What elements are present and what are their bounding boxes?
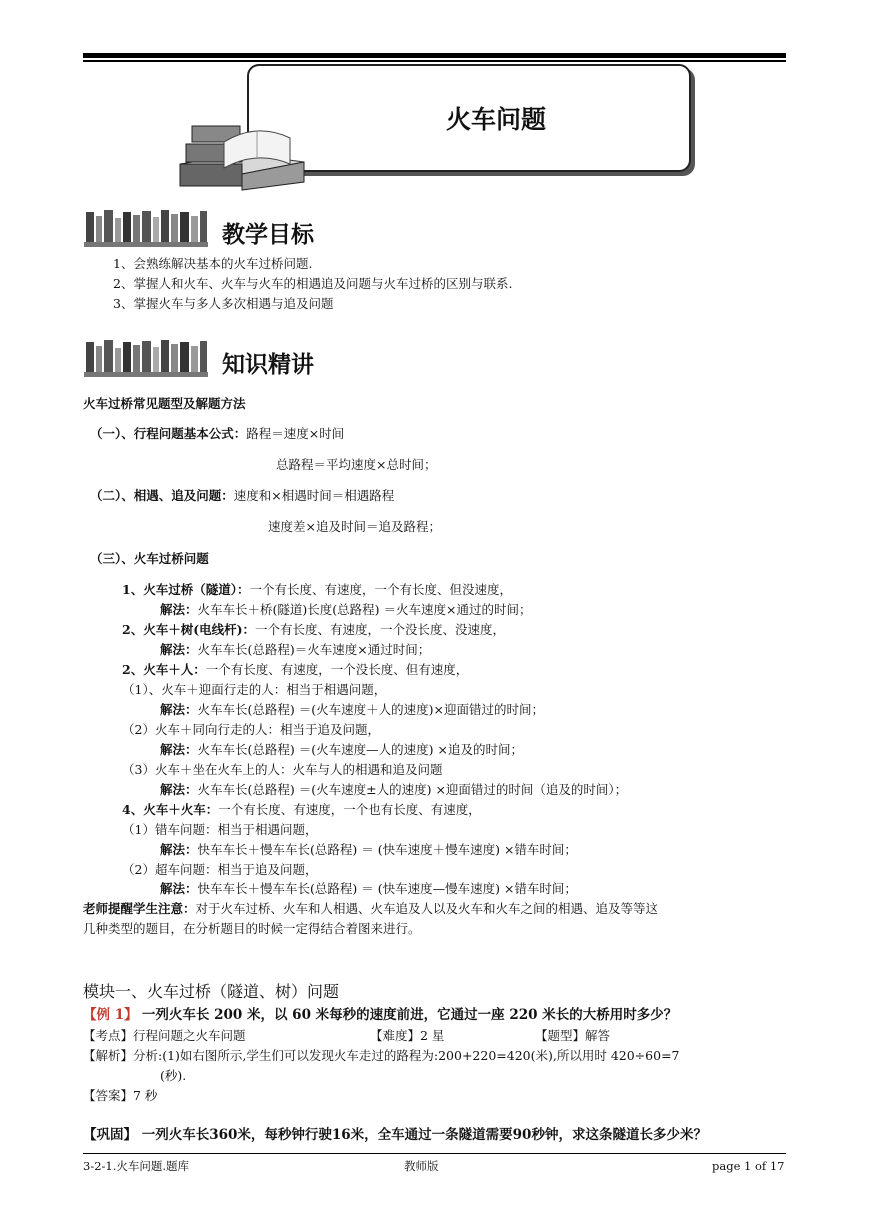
method-label: 解法： — [160, 642, 198, 657]
note-text: 对于火车过桥、火车和人相遇、火车追及人以及火车和火车之间的相遇、追及等等这 — [195, 901, 659, 916]
method-text: 一个有长度、有速度，一个没长度、但有速度， — [205, 662, 469, 677]
method-label: 解法： — [160, 782, 198, 797]
method-text: （2）火车＋同向行走的人：相当于追及问题， — [122, 722, 380, 737]
knowledge-heading: 火车过桥常见题型及解题方法 — [83, 396, 246, 411]
method-text: （1）错车问题：相当于相遇问题， — [122, 822, 318, 837]
goal-item: 1、会熟练解决基本的火车过桥问题. — [113, 256, 313, 271]
method-line — [122, 622, 505, 638]
footer-page-number: page 1 of 17 — [712, 1159, 785, 1173]
method-line — [160, 881, 577, 897]
method-text: 火车车长(总路程) ＝(火车速度—人的速度) ×追及的时间； — [197, 742, 523, 757]
method-text: 一个有长度、有速度，一个也有长度、有速度， — [218, 802, 481, 817]
page-title: 火车问题 — [446, 105, 547, 134]
example-line — [83, 1007, 677, 1023]
formula-text: 速度和×相遇时间＝相遇路程 — [233, 488, 395, 503]
bookshelf-icon — [84, 338, 210, 378]
method-line — [160, 842, 577, 858]
method-text: 火车车长(总路程) ＝(火车速度＋人的速度)×迎面错过的时间； — [197, 702, 544, 717]
formula-text: 速度差×追及时间＝追及路程； — [268, 519, 441, 534]
method-text: 一个有长度、有速度，一个没长度、没速度， — [255, 622, 506, 637]
consolidation-problem: 【巩固】 一列火车长360米，每秒钟行驶16米，全车通过一条隧道需要90秒钟，求这条隧道长多少米？ — [83, 1127, 707, 1143]
method-text: 一个有长度、有速度，一个有长度、但没速度， — [249, 582, 512, 597]
formula-text: 总路程＝平均速度×总时间； — [276, 457, 437, 472]
nandu: 【难度】2 星 — [370, 1028, 445, 1043]
method-label: 2、火车＋人： — [122, 662, 206, 677]
formula-text: 路程＝速度×时间 — [246, 426, 345, 441]
method-text: 火车车长＋桥(隧道)长度(总路程) ＝火车速度×通过的时间； — [197, 602, 532, 617]
tixing: 【题型】解答 — [535, 1028, 611, 1043]
method-label: 1、火车过桥（隧道）： — [122, 582, 250, 597]
method-text: （2）超车问题：相当于追及问题， — [122, 862, 318, 877]
jiexi: 【解析】分析:(1)如右图所示,学生们可以发现火车走过的路程为:200+220=420(米),所以用时 420÷60=7 — [83, 1048, 680, 1063]
method-text: 快车车长＋慢车车长(总路程) ＝ (快车速度＋慢车速度) ×错车时间； — [197, 842, 577, 857]
note-text: 几种类型的题目，在分析题目的时候一定得结合着图来进行。 — [83, 921, 421, 936]
subsection-label: （三）、火车过桥问题 — [90, 551, 209, 566]
goal-item: 3、掌握火车与多人多次相遇与追及问题 — [113, 296, 334, 311]
method-text: （3）火车＋坐在火车上的人：火车与人的相遇和追及问题 — [122, 762, 443, 777]
method-line — [122, 582, 512, 598]
example-text: 一列火车长 200 米，以 60 米每秒的速度前进，它通过一座 220 米长的大桥用时多少？ — [141, 1007, 678, 1023]
header-rule-thin — [83, 60, 786, 62]
formula-line — [90, 426, 344, 442]
formula-label: （二）、相遇、追及问题： — [90, 488, 234, 503]
footer-left: 3-2-1.火车问题.题库 — [83, 1159, 190, 1173]
books-icon — [172, 112, 312, 192]
method-label: 2、火车＋树(电线杆)： — [122, 622, 256, 637]
method-line — [122, 662, 468, 678]
formula-label: （一）、行程问题基本公式： — [90, 426, 247, 441]
footer-center: 教师版 — [404, 1159, 439, 1173]
method-line — [160, 602, 531, 618]
method-text: 火车车长(总路程) ＝(火车速度±人的速度) ×迎面错过的时间（追及的时间）； — [197, 782, 628, 797]
module-title: 模块一、火车过桥（隧道、树）问题 — [83, 982, 340, 1001]
answer: 【答案】7 秒 — [83, 1088, 158, 1103]
bookshelf-icon — [84, 208, 210, 248]
method-label: 4、火车＋火车： — [122, 802, 219, 817]
goal-item: 2、掌握人和火车、火车与火车的相遇追及问题与火车过桥的区别与联系. — [113, 276, 513, 291]
method-text: 快车车长＋慢车车长(总路程) ＝ (快车速度—慢车速度) ×错车时间； — [197, 881, 577, 896]
method-line — [122, 802, 481, 818]
footer-rule — [83, 1153, 786, 1154]
method-line — [160, 782, 627, 798]
method-label: 解法： — [160, 742, 198, 757]
method-label: 解法： — [160, 881, 198, 896]
method-text: （1）、火车＋迎面行走的人：相当于相遇问题， — [122, 682, 387, 697]
method-label: 解法： — [160, 842, 198, 857]
method-label: 解法： — [160, 602, 198, 617]
section-title-goals: 教学目标 — [222, 222, 314, 248]
section-title-knowledge: 知识精讲 — [222, 352, 314, 378]
method-line — [160, 642, 430, 658]
kaodian: 【考点】行程问题之火车问题 — [83, 1028, 246, 1043]
method-text: 火车车长(总路程)＝火车速度×通过时间； — [197, 642, 431, 657]
method-line — [160, 702, 544, 718]
note-label: 老师提醒学生注意： — [83, 901, 196, 916]
example-label: 【例 1】 — [83, 1007, 138, 1023]
method-line — [160, 742, 523, 758]
formula-line — [90, 488, 394, 504]
teacher-note — [83, 901, 658, 917]
method-label: 解法： — [160, 702, 198, 717]
header-rule-thick — [83, 53, 786, 58]
jiexi-cont: (秒). — [160, 1068, 187, 1083]
